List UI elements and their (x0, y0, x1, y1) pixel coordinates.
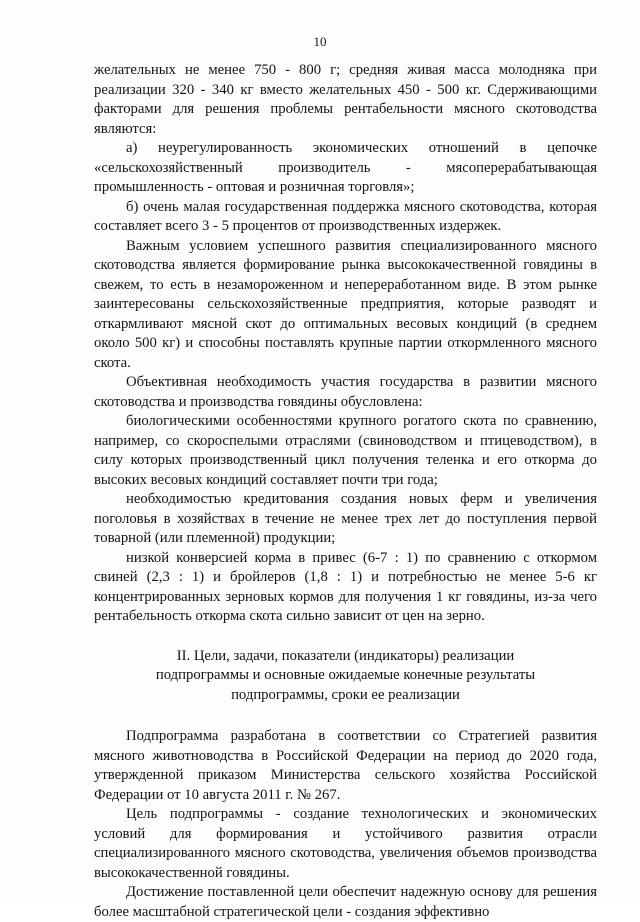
section-heading-line: подпрограммы и основные ожидаемые конечные результаты (155, 667, 536, 683)
list-item: необходимостью кредитования создания новых ферм и увеличения поголовья в хозяйствах в течение не менее трех лет до поступления первой товарной (или племенной) продукции; (94, 491, 597, 546)
list-item: а) неурегулированность экономических отношений в цепочке «сельскохозяйственный производитель - мясоперерабатывающая промышленность - оптовая и розничная торговля»; (94, 140, 597, 195)
paragraph: Цель подпрограммы - создание технологических и экономических условий для формирования и устойчивого развития отрасли специализированного мясного скотоводства, увеличения объемов производства высококачественной говядины. (94, 806, 597, 881)
section-heading-line: II. Цели, задачи, показатели (индикаторы) реализации (176, 647, 515, 664)
paragraph: Достижение поставленной цели обеспечит надежную основу для решения более масштабной стратегической цели - создания эффективно (94, 884, 597, 920)
paragraph: Объективная необходимость участия государства в развитии мясного скотоводства и производства говядины обусловлена: (94, 374, 597, 410)
body-text (94, 61, 597, 922)
list-item: б) очень малая государственная поддержка мясного скотоводства, которая составляет всего 3 - 5 процентов от производственных издержек. (94, 198, 597, 234)
list-item: низкой конверсией корма в привес (6-7 : 1) по сравнению с откормом свиней (2,3 : 1) и бройлеров (1,8 : 1) и потребностью не менее 5-6 кг концентрированных зерновых кормов для получения 1 кг говядины, из-за чего рентабельность откорма скота сильно зависит от цен на зерно. (94, 549, 597, 624)
page-number: 10 (313, 34, 327, 49)
list-item: биологическими особенностями крупного рогатого скота по сравнению, например, со скороспелыми отраслями (свиноводством и птицеводством), в силу которых производственный цикл получения теленка и его откорма до высоких весовых кондиций составляет почти три года; (94, 413, 597, 488)
paragraph: желательных не менее 750 - 800 г; средняя живая масса молодняка при реализации 320 - 340 кг вместо желательных 450 - 500 кг. Сдерживающими факторами для решения проблемы рентабельности мясного скотоводства являются: (94, 62, 597, 137)
paragraph: Важным условием успешного развития специализированного мясного скотоводства является формирование рынка высококачественной говядины в свежем, то есть в незамороженном и непереработанном виде. В этом рынке заинтересованы сельскохозяйственные предприятия, которые разводят и откармливают мясной скот до оптимальных весовых кондиций (в среднем около 500 кг) и способны поставлять крупные партии откормленного мясного скота. (94, 237, 597, 371)
section-heading-line: подпрограммы, сроки ее реализации (231, 686, 460, 703)
paragraph: Подпрограмма разработана в соответствии со Стратегией развития мясного животноводства в Российской Федерации на период до 2020 года, утвержденной приказом Министерства сельского хозяйства Российской Федерации от 10 августа 2011 г. № 267. (94, 728, 597, 803)
section-heading (94, 647, 597, 706)
